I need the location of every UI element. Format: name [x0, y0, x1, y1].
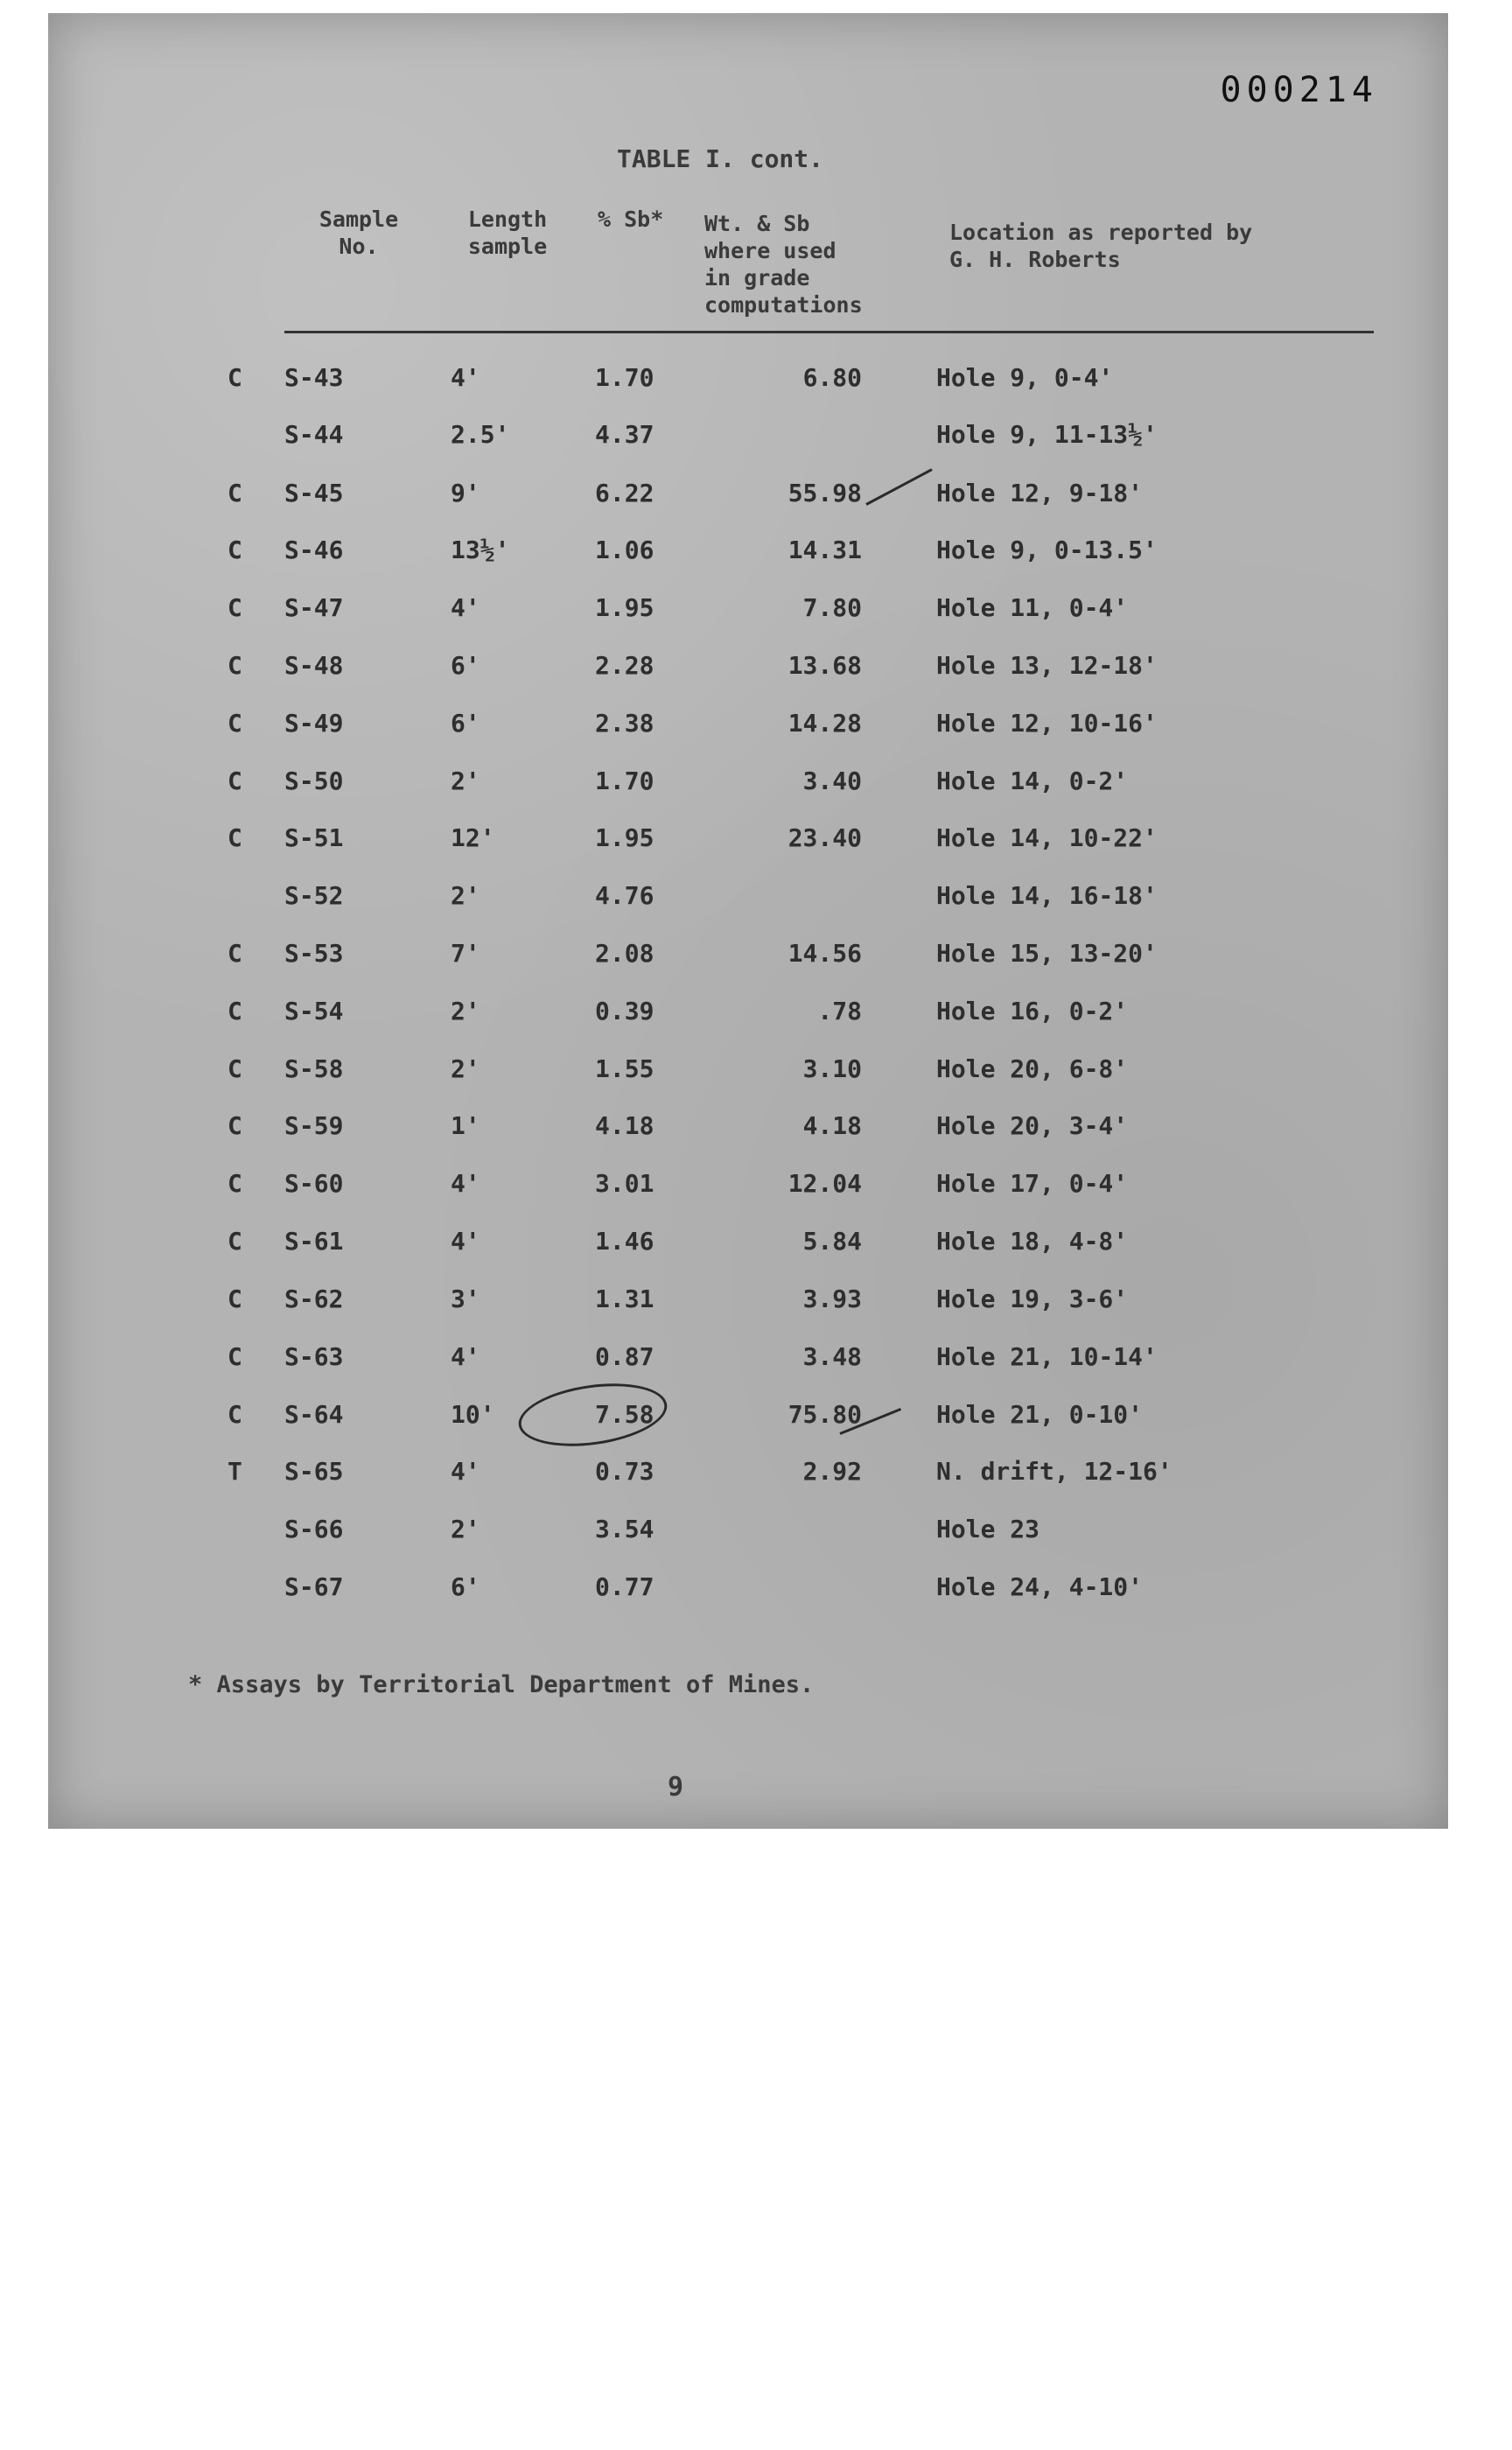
table-title: TABLE I. cont.	[617, 144, 824, 173]
row-length: 7'	[451, 939, 480, 968]
table-row	[48, 1227, 1448, 1270]
row-weighted-sb: 55.98	[788, 479, 862, 508]
row-location: Hole 12, 9-18'	[936, 479, 1144, 508]
row-weighted-sb: 14.28	[788, 709, 862, 738]
row-location: Hole 17, 0-4'	[936, 1169, 1129, 1198]
row-code: C	[228, 823, 242, 852]
row-percent-sb: 7.58	[595, 1400, 654, 1429]
row-location: Hole 12, 10-16'	[936, 709, 1158, 738]
row-weighted-sb: 6.80	[802, 363, 862, 392]
row-sample-no: S-47	[284, 593, 344, 622]
table-row	[48, 1515, 1448, 1558]
row-percent-sb: 3.01	[595, 1169, 654, 1198]
table-row	[48, 997, 1448, 1040]
row-location: Hole 11, 0-4'	[936, 593, 1129, 622]
table-row	[48, 536, 1448, 579]
row-location: Hole 20, 6-8'	[936, 1054, 1129, 1083]
row-sample-no: S-49	[284, 709, 344, 738]
row-length: 6'	[451, 651, 480, 680]
row-percent-sb: 1.70	[595, 363, 654, 392]
row-length: 2'	[451, 881, 480, 910]
header-sample-no: Sample No.	[318, 206, 399, 259]
row-percent-sb: 0.77	[595, 1572, 654, 1601]
row-code: C	[228, 709, 242, 738]
row-percent-sb: 1.06	[595, 536, 654, 564]
table-row	[48, 593, 1448, 637]
row-percent-sb: 4.37	[595, 420, 654, 449]
table-row	[48, 1400, 1448, 1444]
row-percent-sb: 1.95	[595, 823, 654, 852]
row-percent-sb: 6.22	[595, 479, 654, 508]
row-length: 2'	[451, 766, 480, 795]
table-row	[48, 881, 1448, 925]
row-percent-sb: 0.87	[595, 1342, 654, 1371]
row-sample-no: S-61	[284, 1227, 344, 1256]
row-length: 4'	[451, 1457, 480, 1486]
row-sample-no: S-63	[284, 1342, 344, 1371]
row-sample-no: S-43	[284, 363, 344, 392]
table-row	[48, 766, 1448, 810]
row-sample-no: S-67	[284, 1572, 344, 1601]
row-location: Hole 14, 16-18'	[936, 881, 1158, 910]
row-sample-no: S-50	[284, 766, 344, 795]
row-code: C	[228, 997, 242, 1026]
row-location: Hole 20, 3-4'	[936, 1111, 1129, 1140]
table-row	[48, 823, 1448, 867]
row-weighted-sb: 5.84	[802, 1227, 862, 1256]
row-weighted-sb: 13.68	[788, 651, 862, 680]
row-length: 13½'	[451, 536, 510, 564]
row-length: 10'	[451, 1400, 495, 1429]
row-weighted-sb: 75.80	[788, 1400, 862, 1429]
row-sample-no: S-66	[284, 1515, 344, 1544]
table-row	[48, 1054, 1448, 1098]
row-percent-sb: 1.31	[595, 1284, 654, 1313]
row-sample-no: S-60	[284, 1169, 344, 1198]
row-sample-no: S-48	[284, 651, 344, 680]
row-percent-sb: 1.46	[595, 1227, 654, 1256]
row-code: C	[228, 1400, 242, 1429]
row-location: Hole 21, 0-10'	[936, 1400, 1144, 1429]
table-row	[48, 1169, 1448, 1213]
row-percent-sb: 0.73	[595, 1457, 654, 1486]
row-percent-sb: 1.55	[595, 1054, 654, 1083]
row-location: Hole 9, 11-13½'	[936, 420, 1158, 449]
row-percent-sb: 3.54	[595, 1515, 654, 1544]
row-location: Hole 9, 0-4'	[936, 363, 1114, 392]
row-weighted-sb: 14.31	[788, 536, 862, 564]
row-code: T	[228, 1457, 242, 1486]
row-percent-sb: 2.08	[595, 939, 654, 968]
row-code: C	[228, 651, 242, 680]
row-code: C	[228, 1111, 242, 1140]
table-row	[48, 1111, 1448, 1155]
row-code: C	[228, 536, 242, 564]
row-weighted-sb: 23.40	[788, 823, 862, 852]
row-length: 2'	[451, 1515, 480, 1544]
row-length: 3'	[451, 1284, 480, 1313]
row-weighted-sb: 14.56	[788, 939, 862, 968]
row-sample-no: S-58	[284, 1054, 344, 1083]
row-percent-sb: 2.28	[595, 651, 654, 680]
row-percent-sb: 1.95	[595, 593, 654, 622]
row-location: Hole 19, 3-6'	[936, 1284, 1129, 1313]
row-length: 2'	[451, 997, 480, 1026]
row-percent-sb: 2.38	[595, 709, 654, 738]
row-percent-sb: 4.18	[595, 1111, 654, 1140]
row-sample-no: S-51	[284, 823, 344, 852]
row-sample-no: S-64	[284, 1400, 344, 1429]
row-location: N. drift, 12-16'	[936, 1457, 1172, 1486]
row-weighted-sb: 4.18	[802, 1111, 862, 1140]
row-location: Hole 24, 4-10'	[936, 1572, 1144, 1601]
table-row	[48, 479, 1448, 522]
row-location: Hole 14, 0-2'	[936, 766, 1129, 795]
page-number: 9	[668, 1772, 684, 1802]
row-percent-sb: 4.76	[595, 881, 654, 910]
row-code: C	[228, 1054, 242, 1083]
row-weighted-sb: 3.10	[802, 1054, 862, 1083]
row-location: Hole 14, 10-22'	[936, 823, 1158, 852]
row-weighted-sb: 7.80	[802, 593, 862, 622]
row-location: Hole 23	[936, 1515, 1040, 1544]
row-code: C	[228, 1284, 242, 1313]
row-sample-no: S-46	[284, 536, 344, 564]
row-length: 1'	[451, 1111, 480, 1140]
table-row	[48, 709, 1448, 752]
table-row	[48, 420, 1448, 464]
row-code: C	[228, 363, 242, 392]
table-row	[48, 939, 1448, 983]
row-length: 9'	[451, 479, 480, 508]
row-length: 6'	[451, 1572, 480, 1601]
row-weighted-sb: 3.48	[802, 1342, 862, 1371]
row-code: C	[228, 479, 242, 508]
row-length: 4'	[451, 1227, 480, 1256]
row-length: 4'	[451, 363, 480, 392]
row-weighted-sb: .78	[817, 997, 862, 1026]
table-row	[48, 363, 1448, 407]
table-row	[48, 1284, 1448, 1328]
row-sample-no: S-53	[284, 939, 344, 968]
table-row	[48, 651, 1448, 695]
row-location: Hole 13, 12-18'	[936, 651, 1158, 680]
row-sample-no: S-44	[284, 420, 344, 449]
row-code: C	[228, 1169, 242, 1198]
header-weighted-sb: Wt. & Sb where used in grade computations	[704, 211, 863, 318]
header-percent-sb: % Sb*	[598, 206, 664, 232]
row-length: 6'	[451, 709, 480, 738]
row-sample-no: S-65	[284, 1457, 344, 1486]
row-code: C	[228, 766, 242, 795]
row-location: Hole 16, 0-2'	[936, 997, 1129, 1026]
row-location: Hole 18, 4-8'	[936, 1227, 1129, 1256]
row-weighted-sb: 2.92	[802, 1457, 862, 1486]
table-row	[48, 1457, 1448, 1501]
table-row	[48, 1342, 1448, 1386]
row-sample-no: S-62	[284, 1284, 344, 1313]
row-percent-sb: 1.70	[595, 766, 654, 795]
row-sample-no: S-59	[284, 1111, 344, 1140]
row-sample-no: S-45	[284, 479, 344, 508]
scanned-page	[48, 13, 1448, 1829]
row-length: 2.5'	[451, 420, 510, 449]
row-location: Hole 15, 13-20'	[936, 939, 1158, 968]
row-weighted-sb: 3.93	[802, 1284, 862, 1313]
row-sample-no: S-54	[284, 997, 344, 1026]
header-location: Location as reported by G. H. Roberts	[949, 220, 1253, 272]
table-row	[48, 1572, 1448, 1616]
row-length: 12'	[451, 823, 495, 852]
row-sample-no: S-52	[284, 881, 344, 910]
document-number: 000214	[1220, 70, 1378, 110]
row-weighted-sb: 12.04	[788, 1169, 862, 1198]
row-location: Hole 9, 0-13.5'	[936, 536, 1158, 564]
row-code: C	[228, 939, 242, 968]
row-code: C	[228, 1227, 242, 1256]
row-length: 2'	[451, 1054, 480, 1083]
row-location: Hole 21, 10-14'	[936, 1342, 1158, 1371]
header-length-sample: Length sample	[467, 206, 548, 259]
table-body	[48, 13, 1448, 1829]
row-length: 4'	[451, 593, 480, 622]
footnote: * Assays by Territorial Department of Mines.	[188, 1671, 815, 1698]
row-length: 4'	[451, 1342, 480, 1371]
row-code: C	[228, 1342, 242, 1371]
row-length: 4'	[451, 1169, 480, 1198]
row-code: C	[228, 593, 242, 622]
row-percent-sb: 0.39	[595, 997, 654, 1026]
row-weighted-sb: 3.40	[802, 766, 862, 795]
